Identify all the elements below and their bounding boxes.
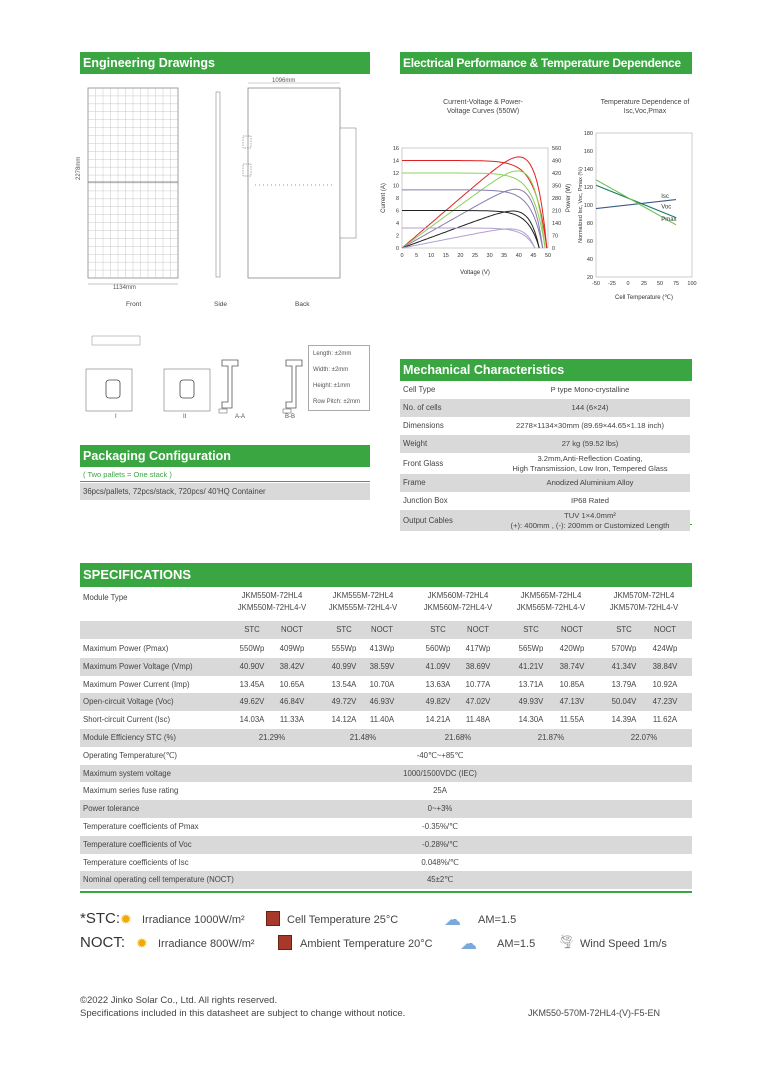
mechanical-label: Dimensions xyxy=(403,421,444,430)
iv-x-label: Voltage (V) xyxy=(460,270,490,276)
condition-label: NOCT xyxy=(560,625,584,634)
temp-x-tick: 50 xyxy=(656,281,664,287)
spec-common-label: Temperature coefficients of Isc xyxy=(83,857,189,867)
spec-row xyxy=(80,640,692,658)
iv-x-tick: 15 xyxy=(442,253,449,259)
spec-value: 417Wp xyxy=(465,644,491,653)
spec-value: 420Wp xyxy=(559,644,585,653)
mechanical-value xyxy=(490,421,690,431)
spec-value: 13.54A xyxy=(331,679,357,689)
mechanical-label: No. of cells xyxy=(403,403,442,412)
temp-chart-title xyxy=(590,98,700,116)
spec-value: 11.40A xyxy=(369,715,395,725)
temp-chart-title-line1: Temperature Dependence of xyxy=(600,99,690,106)
efficiency-value: 22.07% xyxy=(630,733,658,742)
iv-x-tick: 50 xyxy=(544,253,552,259)
mechanical-row xyxy=(400,399,690,417)
temp-x-label: Cell Temperature (℃) xyxy=(615,295,673,301)
spec-common-value: 25A xyxy=(433,786,447,796)
spec-value: 14.30A xyxy=(518,715,544,725)
spec-value: 38.74V xyxy=(559,661,585,671)
noct-irradiance: Irradiance 800W/m² xyxy=(158,938,255,950)
iv-y2-label: Power (W) xyxy=(566,183,572,213)
iv-power-curve xyxy=(402,229,535,248)
spec-value: 10.92A xyxy=(652,679,678,689)
iv-y-tick: 10 xyxy=(392,183,399,190)
spec-common-label: Temperature coefficients of Voc xyxy=(83,839,192,849)
engineering-drawing-views xyxy=(80,78,370,318)
spec-value: 38.42V xyxy=(279,661,305,671)
spec-common-label: Operating Temperature(℃) xyxy=(83,750,177,760)
condition-label: STC xyxy=(616,625,632,634)
mechanical-value-line1: 27 kg (59.52 lbs) xyxy=(561,439,619,448)
sun-icon-noct: ✹ xyxy=(136,935,148,951)
model-name: JKM555M-72HL4 xyxy=(332,591,394,600)
section-label-1: I xyxy=(115,414,117,420)
temp-x-tick: -25 xyxy=(608,281,616,287)
drawing-height: 2278mm xyxy=(76,156,82,180)
spec-value: 409Wp xyxy=(279,644,305,653)
spec-value: 14.03A xyxy=(239,715,265,725)
packaging-note: ( Two pallets = One stack ) xyxy=(83,470,172,479)
label-front: Front xyxy=(126,301,142,308)
iv-y-label: Current (A) xyxy=(381,183,387,213)
spec-value: 40.90V xyxy=(239,661,265,671)
mechanical-label: Weight xyxy=(403,439,428,448)
spec-value: 47.23V xyxy=(652,697,678,707)
spec-value: 10.85A xyxy=(559,679,585,689)
efficiency-value: 21.68% xyxy=(444,733,472,742)
iv-x-tick: 25 xyxy=(471,253,479,259)
iv-x-tick: 5 xyxy=(415,253,419,259)
spec-bottom-rule xyxy=(80,891,692,893)
iv-y-tick: 6 xyxy=(395,208,399,215)
temp-y-tick: 80 xyxy=(586,221,593,227)
iv-x-tick: 45 xyxy=(530,253,537,259)
wind-icon: 🌪 xyxy=(558,934,575,949)
footer-doc-code: JKM550-570M-72HL4-(V)-F5-EN xyxy=(528,1008,661,1018)
mechanical-label: Front Glass xyxy=(403,458,444,468)
spec-value: 13.45A xyxy=(239,679,265,689)
stc-am: AM=1.5 xyxy=(478,914,517,926)
mechanical-value-line1: P type Mono-crystalline xyxy=(550,385,630,394)
spec-label: Maximum Power Voltage (Vmp) xyxy=(83,661,193,671)
spec-value: 50.04V xyxy=(611,697,637,707)
spec-value: 10.70A xyxy=(369,679,395,689)
noct-am: AM=1.5 xyxy=(497,938,536,950)
temp-y-tick: 100 xyxy=(583,203,593,209)
tolerance-box xyxy=(308,345,370,411)
electrical-header: Electrical Performance & Temperature Dependence xyxy=(400,52,692,74)
mechanical-value xyxy=(490,385,690,395)
spec-value: 41.34V xyxy=(611,661,637,671)
condition-label: NOCT xyxy=(653,625,677,634)
iv-y2-tick: 140 xyxy=(552,221,562,227)
spec-common-row xyxy=(80,747,692,765)
spec-value: 14.39A xyxy=(611,715,637,725)
temp-x-tick: 0 xyxy=(626,281,630,287)
temp-chart xyxy=(570,125,700,305)
spec-label: Short-circuit Current (Isc) xyxy=(83,715,171,725)
iv-x-tick: 35 xyxy=(501,253,508,259)
spec-value: 413Wp xyxy=(369,644,395,653)
label-back: Back xyxy=(295,301,310,308)
drawing-width-bottom: 1134mm xyxy=(113,285,136,291)
model-name: JKM550M-72HL4 xyxy=(241,591,303,600)
spec-value: 38.59V xyxy=(369,661,395,671)
mechanical-label: Output Cables xyxy=(403,515,453,525)
spec-value: 555Wp xyxy=(331,644,357,653)
spec-common-value: -0.28%/℃ xyxy=(422,839,458,849)
section-label-2: II xyxy=(183,414,187,420)
temp-y-tick: 140 xyxy=(583,167,593,173)
packaging-detail-row xyxy=(80,483,370,500)
spec-value: 49.82V xyxy=(425,697,451,707)
iv-x-tick: 0 xyxy=(400,253,404,259)
spec-value: 550Wp xyxy=(239,644,265,653)
mechanical-value-line1: 2278×1134×30mm (89.69×44.65×1.18 inch) xyxy=(515,421,665,430)
iv-x-tick: 40 xyxy=(515,253,522,259)
mechanical-value xyxy=(490,511,690,531)
iv-y2-tick: 70 xyxy=(552,233,559,240)
spec-value: 41.21V xyxy=(518,661,544,671)
condition-label: NOCT xyxy=(370,625,394,634)
iv-y-tick: 0 xyxy=(395,246,399,252)
iv-x-tick: 20 xyxy=(457,253,464,259)
spec-row xyxy=(80,676,692,694)
cloud-icon: ☁ xyxy=(444,910,461,929)
iv-y2-tick: 560 xyxy=(552,146,562,152)
iv-y2-tick: 210 xyxy=(552,208,562,215)
mechanical-value-line2: High Transmission, Low Iron, Tempered Glass xyxy=(512,464,668,473)
model-name-v: JKM565M-72HL4-V xyxy=(516,603,586,612)
specifications-header: SPECIFICATIONS xyxy=(80,563,692,587)
mechanical-value-line1: TUV 1×4.0mm² xyxy=(564,511,616,520)
thermometer-icon xyxy=(266,911,280,926)
condition-label: NOCT xyxy=(466,625,490,634)
mechanical-label: Junction Box xyxy=(403,496,448,505)
spec-value: 560Wp xyxy=(425,644,451,653)
spec-common-label: Nominal operating cell temperature (NOCT) xyxy=(83,875,234,885)
mechanical-value-line2: (+): 400mm , (-): 200mm or Customized Length xyxy=(510,521,670,530)
noct-ambient: Ambient Temperature 20°C xyxy=(300,938,433,950)
condition-label: STC xyxy=(244,625,260,634)
tolerance-height: Height: ±1mm xyxy=(313,383,351,389)
spec-common-value: 0~+3% xyxy=(427,804,453,814)
temp-x-tick: 25 xyxy=(640,281,648,287)
model-name-v: JKM555M-72HL4-V xyxy=(328,603,398,612)
spec-value: 11.33A xyxy=(279,715,305,725)
temp-y-tick: 160 xyxy=(583,149,593,155)
spec-value: 47.13V xyxy=(559,697,585,707)
spec-common-row xyxy=(80,782,692,800)
iv-current-curve xyxy=(402,190,543,248)
iv-y-tick: 8 xyxy=(395,196,399,202)
spec-value: 46.93V xyxy=(369,697,395,707)
module-type-label: Module Type xyxy=(83,593,128,602)
mechanical-row xyxy=(400,435,690,453)
spec-value: 40.99V xyxy=(331,661,357,671)
temp-y-tick: 60 xyxy=(586,239,593,245)
iv-y-tick: 4 xyxy=(395,221,399,227)
spec-value: 38.84V xyxy=(652,661,678,671)
spec-label: Open-circuit Voltage (Voc) xyxy=(83,697,174,707)
iv-current-curve xyxy=(402,211,539,249)
iv-chart-title-line2: Voltage Curves (550W) xyxy=(446,108,520,115)
mechanical-value xyxy=(490,496,690,506)
footer-copyright: ©2022 Jinko Solar Co., Ltd. All rights reserved. xyxy=(80,995,278,1006)
model-name-v: JKM560M-72HL4-V xyxy=(423,603,493,612)
spec-value: 10.65A xyxy=(279,679,305,689)
efficiency-row xyxy=(80,729,692,747)
mechanical-value-line1: Anodized Aluminium Alloy xyxy=(546,478,634,487)
temp-series-label: Voc xyxy=(661,204,672,211)
spec-value: 14.12A xyxy=(331,715,357,725)
section-label-3: A-A xyxy=(235,414,246,420)
spec-common-value: 1000/1500VDC (IEC) xyxy=(403,768,477,778)
spec-value: 565Wp xyxy=(518,644,544,653)
spec-common-value: -0.35%/℃ xyxy=(422,822,458,831)
spec-value: 47.02V xyxy=(465,697,491,707)
iv-x-tick: 10 xyxy=(428,253,435,259)
spec-common-label: Power tolerance xyxy=(83,804,140,814)
spec-value: 570Wp xyxy=(611,644,637,653)
temp-y-tick: 120 xyxy=(583,185,593,191)
mechanical-row xyxy=(400,417,690,435)
efficiency-label: Module Efficiency STC (%) xyxy=(83,733,177,742)
cloud-icon-noct: ☁ xyxy=(460,934,477,953)
mechanical-row xyxy=(400,453,690,474)
model-name: JKM570M-72HL4 xyxy=(613,591,675,600)
mechanical-header: Mechanical Characteristics xyxy=(400,359,692,381)
stc-cell-temp: Cell Temperature 25°C xyxy=(287,914,399,926)
spec-label: Maximum Power Current (Imp) xyxy=(83,679,190,689)
model-name: JKM560M-72HL4 xyxy=(427,591,489,600)
model-name-v: JKM550M-72HL4-V xyxy=(237,603,307,612)
mechanical-value-line1: IP68 Rated xyxy=(571,496,609,505)
mechanical-row xyxy=(400,492,690,510)
spec-value: 49.72V xyxy=(331,697,357,707)
mechanical-value xyxy=(490,439,690,449)
spec-common-row xyxy=(80,765,692,783)
spec-common-value: -40℃~+85℃ xyxy=(416,750,464,760)
spec-row xyxy=(80,693,692,711)
mechanical-row xyxy=(400,510,690,531)
engineering-drawings-header: Engineering Drawings xyxy=(80,52,370,74)
spec-value: 38.69V xyxy=(465,661,491,671)
conditions-legend xyxy=(80,910,692,960)
spec-value: 49.93V xyxy=(518,697,544,707)
thermometer-icon-noct xyxy=(278,935,292,950)
iv-chart xyxy=(380,140,580,280)
module-type-row xyxy=(80,588,692,620)
iv-y-tick: 2 xyxy=(395,233,399,240)
spec-value: 49.62V xyxy=(239,697,265,707)
temp-chart-title-line2: Isc,Voc,Pmax xyxy=(623,108,667,115)
spec-common-label: Temperature coefficients of Pmax xyxy=(83,822,199,831)
spec-common-row xyxy=(80,836,692,854)
spec-common-row xyxy=(80,800,692,818)
spec-value: 11.48A xyxy=(465,715,491,725)
temp-x-tick: 100 xyxy=(687,281,697,287)
spec-value: 41.09V xyxy=(425,661,451,671)
temp-y-label: Normalized Isc, Voc, Pmax (%) xyxy=(578,167,584,243)
packaging-header: Packaging Configuration xyxy=(80,445,370,467)
mechanical-row xyxy=(400,381,690,399)
condition-label: STC xyxy=(336,625,352,634)
efficiency-value: 21.48% xyxy=(349,733,377,742)
noct-wind: Wind Speed 1m/s xyxy=(580,938,667,950)
efficiency-value: 21.29% xyxy=(258,733,286,742)
spec-value: 13.63A xyxy=(425,679,451,689)
temp-x-tick: 75 xyxy=(672,281,680,287)
condition-label: STC xyxy=(523,625,539,634)
tolerance-row-pitch: Row Pitch: ±2mm xyxy=(313,399,360,405)
drawing-width-top: 1096mm xyxy=(272,78,296,84)
iv-power-curve xyxy=(402,171,545,248)
iv-y2-tick: 490 xyxy=(552,158,562,165)
mechanical-row xyxy=(400,474,690,492)
spec-value: 13.79A xyxy=(611,679,637,689)
section-drawings xyxy=(80,332,310,424)
spec-value: 11.62A xyxy=(652,715,678,725)
condition-header-row xyxy=(80,621,692,639)
temp-x-tick: -50 xyxy=(592,281,600,287)
spec-value: 46.84V xyxy=(279,697,305,707)
tolerance-length: Length: ±2mm xyxy=(313,351,352,357)
model-name-v: JKM570M-72HL4-V xyxy=(609,603,679,612)
mechanical-table xyxy=(400,381,692,530)
iv-y-tick: 12 xyxy=(392,171,399,177)
spec-common-value: 45±2℃ xyxy=(426,875,454,885)
noct-label: NOCT: xyxy=(80,934,125,951)
spec-common-row xyxy=(80,871,692,889)
spec-row xyxy=(80,658,692,676)
packaging-note-row xyxy=(80,467,370,482)
spec-value: 11.55A xyxy=(559,715,585,725)
condition-label: NOCT xyxy=(280,625,304,634)
spec-common-label: Maximum system voltage xyxy=(83,768,171,778)
temp-series-label: Isc xyxy=(661,193,669,200)
iv-y2-tick: 280 xyxy=(552,196,562,202)
spec-value: 14.21A xyxy=(425,715,451,725)
temp-y-tick: 20 xyxy=(586,275,593,281)
spec-value: 424Wp xyxy=(652,644,678,653)
iv-y-tick: 14 xyxy=(392,158,399,165)
iv-chart-title xyxy=(418,98,548,116)
spec-value: 13.71A xyxy=(518,679,544,689)
iv-chart-title-line1: Current-Voltage & Power- xyxy=(443,99,523,106)
iv-plot-area xyxy=(402,148,548,248)
mechanical-value xyxy=(490,478,690,488)
tolerance-width: Width: ±2mm xyxy=(313,367,349,373)
label-side: Side xyxy=(214,301,228,308)
temp-y-tick: 40 xyxy=(586,257,593,263)
packaging-detail: 36pcs/pallets, 72pcs/stack, 720pcs/ 40'HQ Container xyxy=(83,487,266,496)
spec-row xyxy=(80,711,692,729)
mechanical-value-line1: 144 (6×24) xyxy=(571,403,609,412)
mechanical-value xyxy=(490,403,690,413)
iv-y-tick: 16 xyxy=(392,146,399,152)
stc-label: *STC: xyxy=(80,910,121,927)
mechanical-label: Frame xyxy=(403,478,426,487)
mechanical-value-line1: 3.2mm,Anti-Reflection Coating, xyxy=(537,454,643,463)
footer-disclaimer: Specifications included in this datasheet are subject to change without notice. xyxy=(80,1008,406,1019)
stc-irradiance: Irradiance 1000W/m² xyxy=(142,914,245,926)
spec-common-row xyxy=(80,854,692,872)
iv-x-tick: 30 xyxy=(486,253,493,259)
mechanical-value xyxy=(490,454,690,474)
spec-value: 10.77A xyxy=(465,679,491,689)
spec-common-row xyxy=(80,818,692,836)
temp-series-label: Pmax xyxy=(661,217,677,224)
iv-y2-tick: 420 xyxy=(552,171,562,177)
iv-y2-tick: 0 xyxy=(552,246,556,252)
temp-y-tick: 180 xyxy=(583,131,593,137)
model-name: JKM565M-72HL4 xyxy=(520,591,582,600)
spec-label: Maximum Power (Pmax) xyxy=(83,644,169,653)
efficiency-value: 21.87% xyxy=(537,733,565,742)
condition-label: STC xyxy=(430,625,446,634)
mechanical-label: Cell Type xyxy=(403,385,436,394)
sun-icon: ✹ xyxy=(120,911,132,927)
spec-common-value: 0.048%/℃ xyxy=(421,857,459,867)
spec-common-label: Maximum series fuse rating xyxy=(83,786,179,796)
section-label-4: B-B xyxy=(285,414,296,420)
iv-y2-tick: 350 xyxy=(552,183,562,190)
